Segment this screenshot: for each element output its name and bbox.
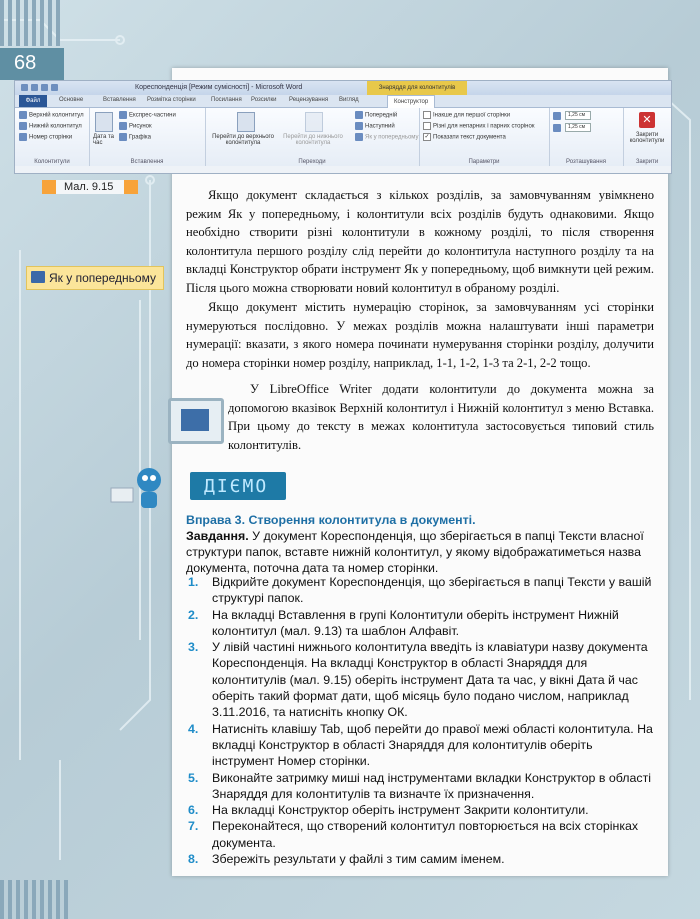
tab-design[interactable]: Конструктор — [387, 95, 435, 108]
quick-parts-button[interactable]: Експрес-частини — [119, 111, 176, 119]
tab-file[interactable]: Файл — [19, 95, 47, 107]
show-document-text-checkbox[interactable]: ✓ Показати текст документа — [424, 134, 506, 141]
group-options: Інакше для першої сторінки Різні для непарних і парних сторінок ✓ Показати текст документа Параметри — [419, 108, 550, 166]
tab-references[interactable]: Посилання — [211, 97, 242, 103]
tab-page-layout[interactable]: Розмітка сторінки — [147, 97, 196, 103]
paragraph-1-container — [186, 186, 654, 298]
ribbon-tabs — [15, 95, 671, 108]
paragraph-2-container — [186, 298, 654, 372]
caption-right-marker — [124, 180, 138, 194]
list-item: 1. Відкрийте документ Кореспонденція, що зберігається в папці Тексти у вашій структурі папок. — [188, 575, 652, 606]
exercise-title: Вправа 3. Створення колонтитула в документі. — [186, 513, 476, 527]
quick-access-toolbar — [21, 84, 81, 92]
ribbon-groups — [15, 108, 671, 166]
group-close: ✕ Закрити колонтитули Закрити — [623, 108, 671, 166]
different-first-page-checkbox[interactable]: Інакше для першої сторінки — [423, 111, 510, 119]
goto-footer-icon — [305, 112, 323, 132]
steps-list — [186, 574, 656, 867]
context-tab-label: Знаряддя для колонтитулів — [367, 81, 467, 95]
list-item: 4. Натисніть клавішу Tab, щоб перейти до правої межі області колонтитула. На вкладці Конструктор в області Знаряддя для колонтитулів оберіть інструмент Номер сторінки. — [188, 721, 653, 769]
header-position-field[interactable]: 1,25 см — [553, 111, 591, 120]
goto-footer-button[interactable]: Перейти до нижнього колонтитула — [283, 134, 343, 146]
window-title: Кореспонденція [Режим сумісності] - Microsoft Word — [135, 84, 303, 91]
list-item: 7. Переконайтеся, що створений колонтитул повторюється на всіх сторінках документа. — [188, 819, 639, 850]
clipart-button[interactable]: Графіка — [119, 133, 151, 141]
different-odd-even-checkbox[interactable]: Різні для непарних і парних сторінок — [423, 122, 534, 130]
page-number-button[interactable]: Номер сторінки — [19, 133, 72, 141]
page-number: 68 — [14, 52, 37, 74]
tab-mailings[interactable]: Розсилки — [251, 97, 277, 103]
group-header-footer: Верхній колонтитул Нижній колонтитул Номер сторінки Колонтитули — [15, 108, 90, 166]
footer-position-field[interactable]: 1,25 см — [553, 123, 591, 132]
figure-label: Мал. 9.15 — [64, 181, 114, 193]
robot-icon — [94, 458, 180, 518]
task-text: У документ Кореспонденція, що зберігається в папці Тексти власної структури папок, вставте нижній колонтитул, у якому відображатиметься назва документа, поточна дата та номер сторінки. — [186, 529, 644, 576]
close-header-footer-button[interactable]: Закрити колонтитули — [629, 132, 665, 144]
paragraph-2: Якщо документ містить нумерацію сторінок, за замовчуванням усі сторінки нумеруються послідовно. У межах розділів можна налаштувати інші параметри нумерації: вказати, з якого номера починати нумерування сторінки розділу, долучити до номера сторінки номер розділу, наприклад, 1-1, 1-2, 1-3 та 2-1, 2-2 тощо. — [186, 300, 654, 370]
tab-home[interactable]: Основне — [59, 97, 84, 103]
word-ribbon-screenshot — [14, 80, 672, 174]
list-item: 2. На вкладці Вставлення в групі Колонтитули оберіть інструмент Нижній колонтитул (мал. 9.13) та шаблон Алфавіт. — [188, 607, 619, 638]
goto-header-button[interactable]: Перейти до верхнього колонтитула — [212, 134, 274, 146]
task-label: Завдання. — [186, 529, 249, 543]
link-to-previous-icon — [31, 271, 45, 283]
title-bar — [15, 81, 671, 95]
goto-header-icon — [237, 112, 255, 132]
previous-button[interactable]: Попередній — [355, 111, 397, 119]
list-item: 5. Виконайте затримку миші над інструментами вкладки Конструктор в області Знаряддя для колонтитулів та визначте їх призначення. — [188, 770, 652, 801]
tab-view[interactable]: Вигляд — [339, 97, 359, 103]
tab-insert[interactable]: Вставлення — [103, 97, 136, 103]
datetime-icon — [95, 112, 113, 132]
link-to-previous-button[interactable]: Як у попередньому — [355, 133, 418, 141]
close-icon: ✕ — [639, 112, 655, 128]
link-to-previous-side-button — [26, 266, 164, 290]
paragraph-3-container — [228, 380, 654, 454]
paragraph-1: Якщо документ складається з кількох розділів, за замовчуванням увімкнено режим Як у попередньому, і колонтитули всіх розділів будуть однаковими. Якщо необхідно створити різні колонтитули в кожному розділі, то після створення колонтитула першого розділу слід перейти до колонтитула наступного розділу та на вкладці Конструктор обрати інструмент Як у попередньому, щоб вимкнути цей режим. Після цього можна створювати новий колонтитул в обраному розділі. — [186, 188, 654, 295]
list-item: 8. Збережіть результати у файлі з тим самим іменем. — [188, 852, 505, 867]
group-navigation: Перейти до верхнього колонтитула Перейти до нижнього колонтитула Попередній Наступний Як у попередньому Переходи — [205, 108, 420, 166]
paragraph-3: У LibreOffice Writer додати колонтитули до документа можна за допомогою вказівок Верхній колонтитул і Нижній колонтитул з меню Вставка. При цьому до тексту в межах колонтитула застосовується типовий стиль колонтитулів. — [228, 382, 654, 452]
tab-review[interactable]: Рецензування — [289, 97, 329, 103]
footer-button[interactable]: Нижній колонтитул — [19, 122, 82, 130]
group-insert: Дата та час Експрес-частини Рисунок Графіка Вставлення — [89, 108, 206, 166]
task-block — [186, 528, 654, 577]
diemo-label: ДІЄМО — [204, 476, 269, 497]
side-button-label: Як у попередньому — [49, 271, 156, 285]
caption-left-marker — [42, 180, 56, 194]
picture-button[interactable]: Рисунок — [119, 122, 152, 130]
list-item: 6. На вкладці Конструктор оберіть інструмент Закрити колонтитули. — [188, 803, 589, 818]
next-button[interactable]: Наступний — [355, 122, 395, 130]
header-button[interactable]: Верхній колонтитул — [19, 111, 84, 119]
diemo-banner — [190, 472, 286, 500]
datetime-button[interactable]: Дата та час — [93, 134, 114, 146]
list-item: 3. У лівій частині нижнього колонтитула введіть із клавіатури назву документа Кореспонденція. На вкладці Конструктор в області Знаряддя для колонтитулів (мал. 9.15) оберіть інструмент Дата та час, у вікні Дата й час оберіть такий формат дати, щоб місяць було подано числом, наприклад 3.11.2016, та натисніть кнопку ОК. — [188, 640, 648, 720]
group-position: 1,25 см 1,25 см Розташування — [549, 108, 624, 166]
figure-caption — [42, 180, 138, 194]
libreoffice-monitor-icon — [168, 398, 224, 444]
